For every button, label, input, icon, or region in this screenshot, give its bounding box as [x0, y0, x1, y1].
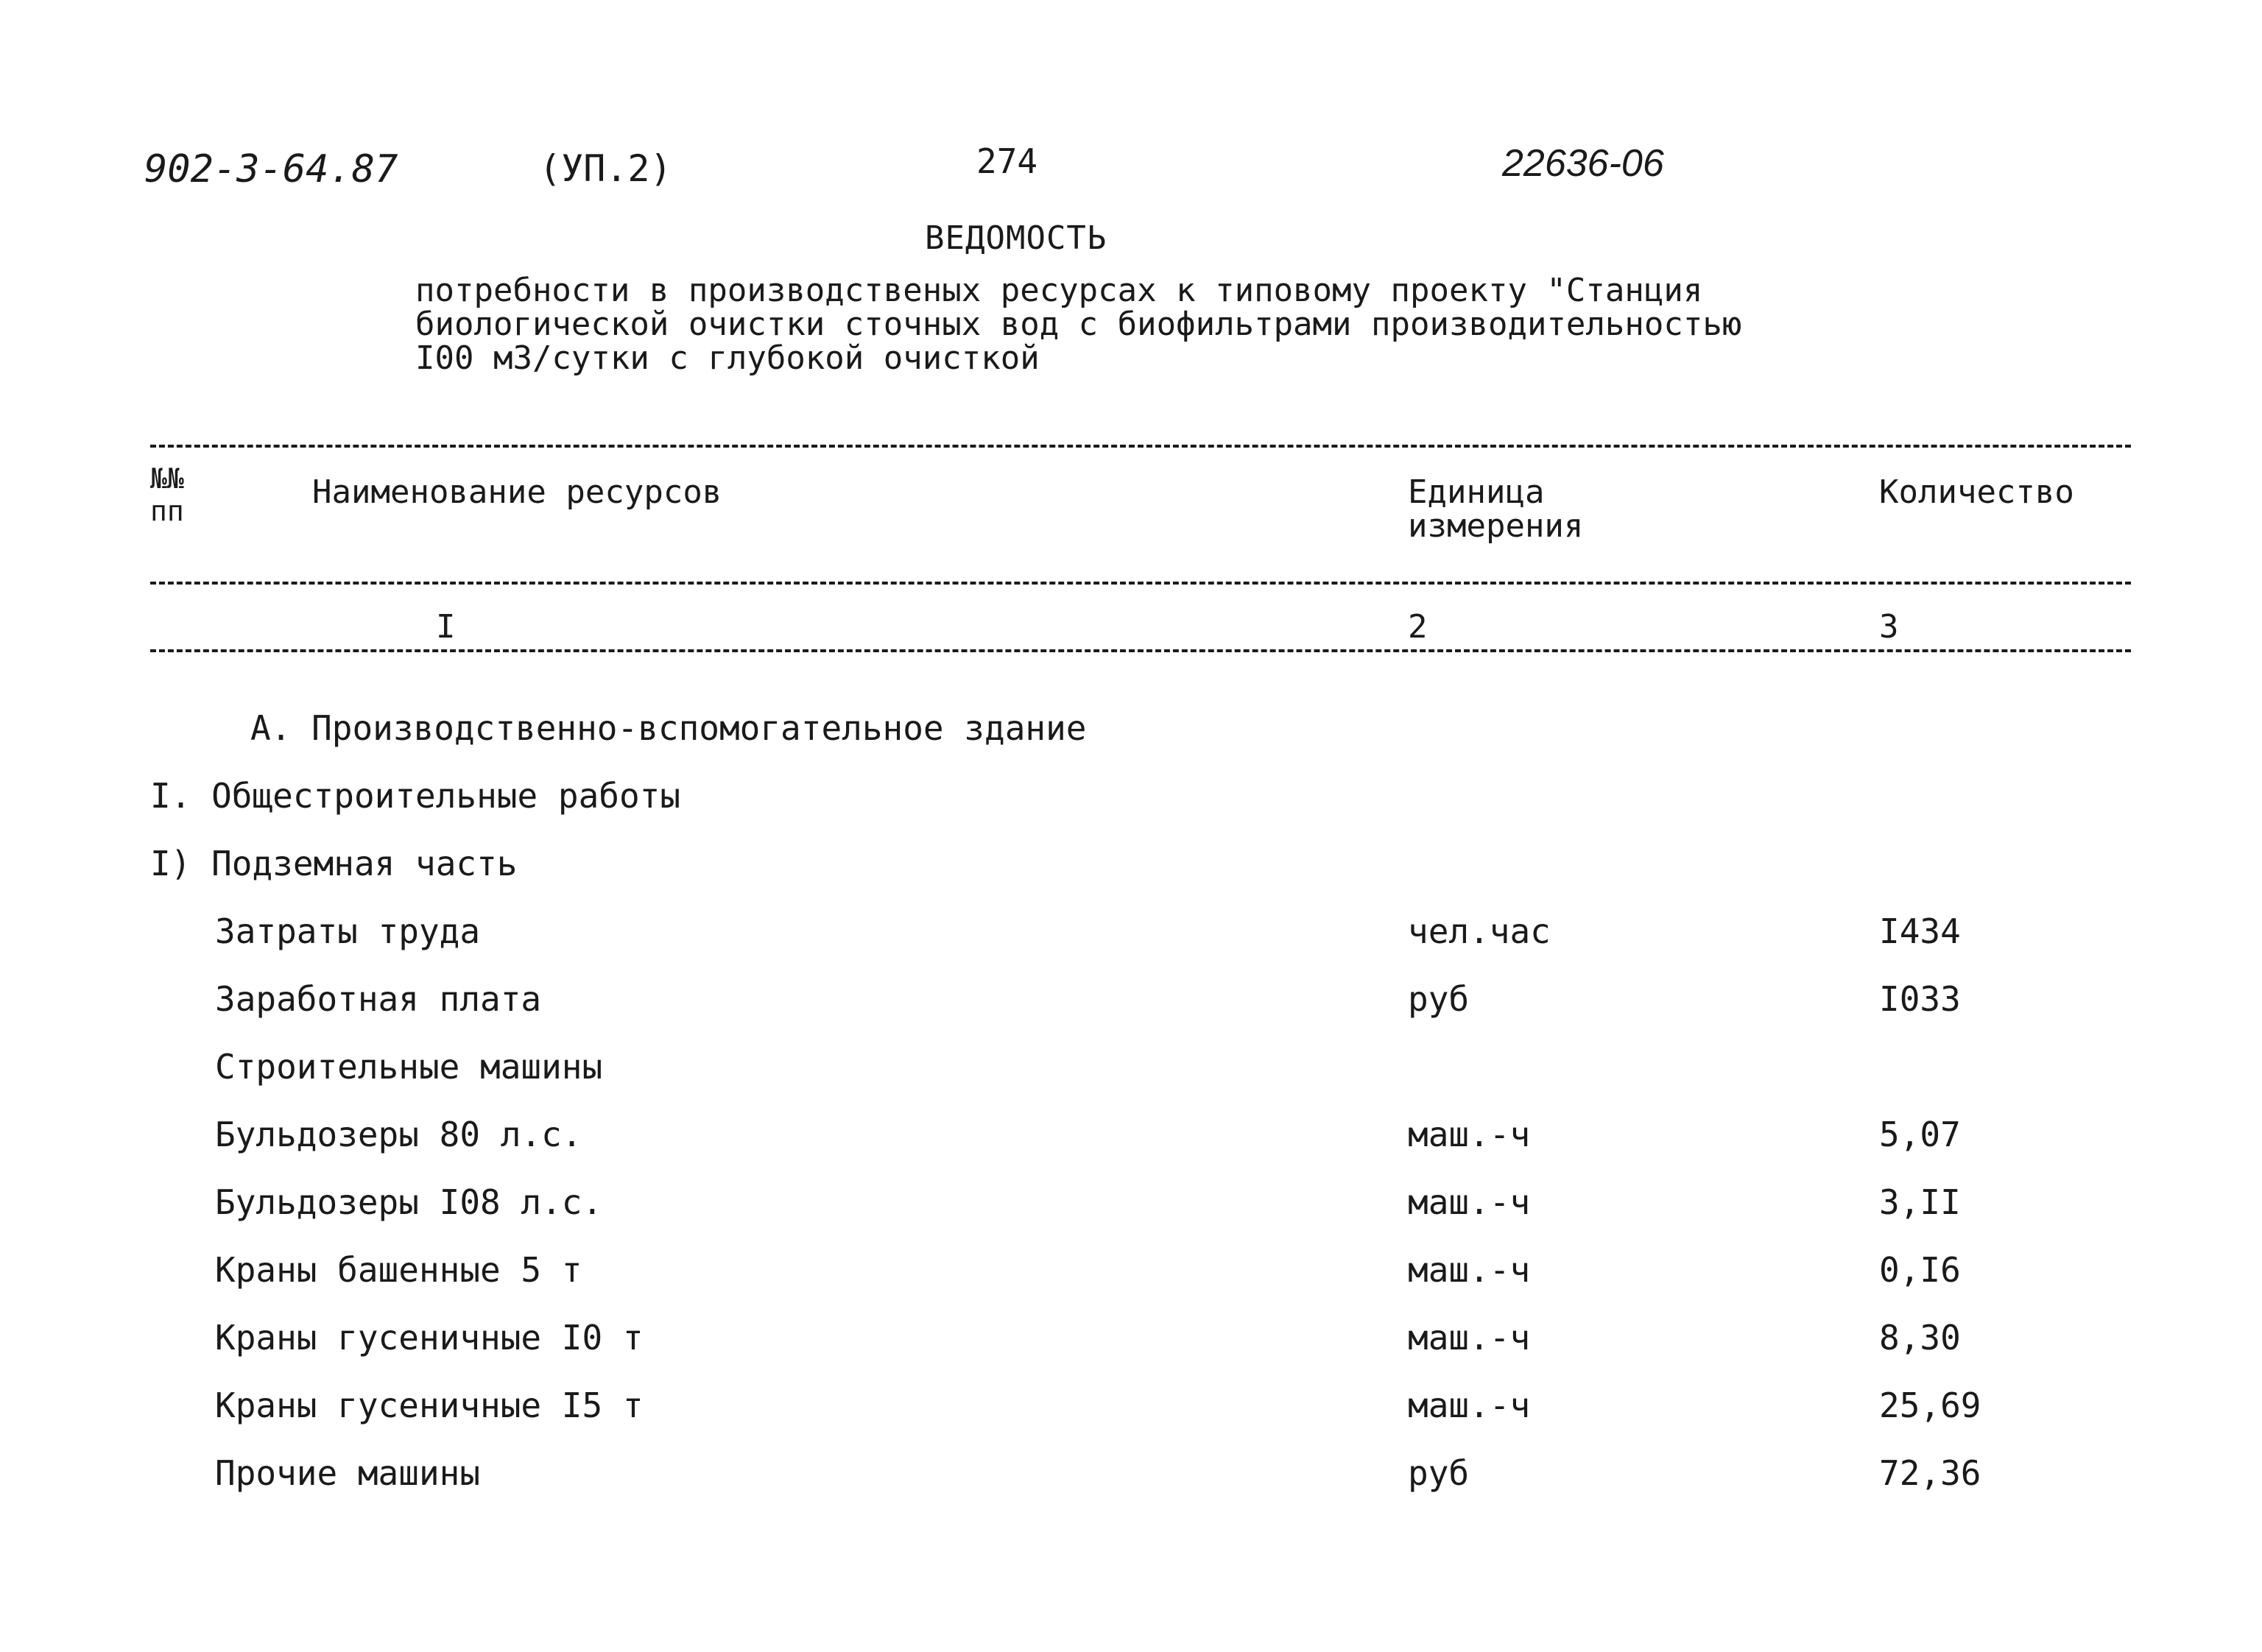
- document-subtitle: [415, 274, 1741, 375]
- row-qty: 5,07: [1879, 1115, 1961, 1154]
- series-number: 902-3-64.87: [144, 147, 398, 191]
- header-bottom-rule: [150, 582, 2131, 585]
- row-unit: чел.час: [1408, 911, 1551, 951]
- row-name: Бульдозеры I08 л.с.: [215, 1182, 603, 1222]
- column-number-2: 2: [1408, 608, 1428, 646]
- row-name: Заработная плата: [215, 979, 542, 1019]
- row-qty: 3,II: [1879, 1182, 1961, 1222]
- row-unit: маш.-ч: [1408, 1318, 1531, 1358]
- row-name: Бульдозеры 80 л.с.: [215, 1115, 582, 1154]
- page-number: 274: [976, 141, 1038, 181]
- header-quantity: Количество: [1879, 473, 2074, 511]
- subsubsection-heading: I) Подземная часть: [150, 844, 518, 883]
- row-name: Строительные машины: [215, 1047, 603, 1087]
- table-top-rule: [150, 445, 2131, 448]
- header-resource-name: Наименование ресурсов: [312, 473, 722, 511]
- header-unit-line: Единица: [1408, 473, 1545, 511]
- row-qty: I434: [1879, 911, 1961, 951]
- row-qty: 25,69: [1879, 1386, 1981, 1425]
- row-unit: руб: [1408, 979, 1470, 1019]
- header-number-line: №№: [150, 462, 184, 495]
- document-number: 22636-06: [1502, 142, 1664, 185]
- row-qty: 0,I6: [1879, 1250, 1961, 1290]
- subtitle-line: I00 м3/сутки с глубокой очисткой: [415, 339, 1040, 377]
- subsection-heading: I. Общестроительные работы: [150, 776, 681, 816]
- row-unit: маш.-ч: [1408, 1386, 1531, 1425]
- row-qty: 72,36: [1879, 1453, 1981, 1493]
- row-qty: 8,30: [1879, 1318, 1961, 1358]
- row-unit: руб: [1408, 1453, 1470, 1493]
- column-number-3: 3: [1879, 608, 1899, 646]
- document-title: ВЕДОМОСТЬ: [925, 219, 1107, 257]
- row-name: Краны гусеничные I5 т: [215, 1386, 644, 1425]
- row-unit: маш.-ч: [1408, 1182, 1531, 1222]
- row-name: Прочие машины: [215, 1453, 481, 1493]
- header-number-line: пп: [150, 495, 184, 527]
- row-name: Краны гусеничные I0 т: [215, 1318, 644, 1358]
- header-number: [150, 462, 184, 527]
- subtitle-line: биологической очистки сточных вод с биофильтрами производительностью: [415, 306, 1742, 343]
- row-name: Краны башенные 5 т: [215, 1250, 582, 1290]
- column-numbers-rule: [150, 649, 2131, 652]
- header-unit: [1408, 473, 1584, 545]
- row-unit: маш.-ч: [1408, 1115, 1531, 1154]
- album-number: (УП.2): [539, 147, 672, 190]
- row-name: Затраты труда: [215, 911, 481, 951]
- row-qty: I033: [1879, 979, 1961, 1019]
- subtitle-line: потребности в производственых ресурсах к типовому проекту "Станция: [415, 272, 1703, 309]
- header-unit-line: измерения: [1408, 507, 1584, 545]
- section-heading: А. Производственно-вспомогательное здание: [250, 708, 1087, 748]
- row-unit: маш.-ч: [1408, 1250, 1531, 1290]
- column-number-1: I: [436, 608, 456, 646]
